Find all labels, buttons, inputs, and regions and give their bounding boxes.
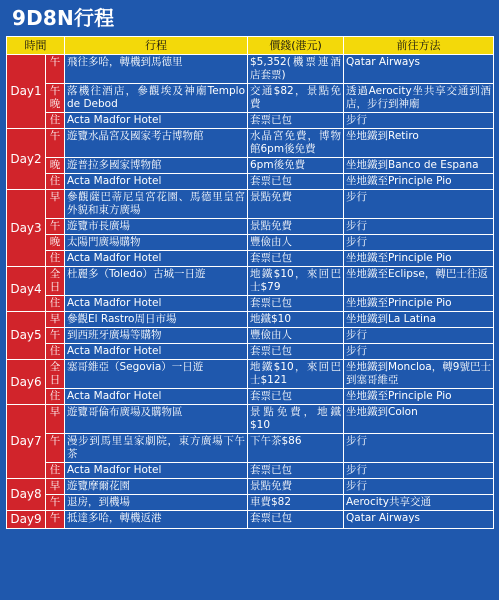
time-slot — [46, 312, 65, 328]
day-label: Day5 — [7, 312, 46, 360]
time-slot — [46, 55, 65, 84]
transport-cell: 透過Aerocity坐共享交通到酒店，步行到神廟 — [344, 84, 494, 113]
itinerary-cell: 杜麗多（Toledo）古城一日遊 — [65, 267, 248, 296]
itinerary-cell: 參觀薩巴蒂尼皇宮花園、馬德里皇宮外貌和東方廣場 — [65, 190, 248, 219]
itinerary-row — [7, 344, 494, 360]
time-slot — [46, 360, 65, 389]
transport-cell: 坐地鐵至Principle Pio — [344, 296, 494, 312]
time-slot-char: 住 — [49, 345, 61, 357]
day-label: Day2 — [7, 129, 46, 190]
transport-cell: 步行 — [344, 463, 494, 479]
transport-cell: 步行 — [344, 235, 494, 251]
price-cell: 套票已包 — [248, 389, 344, 405]
transport-cell: Aerocity共享交通 — [344, 495, 494, 511]
itinerary-cell: Acta Madfor Hotel — [65, 463, 248, 479]
itinerary-row — [7, 495, 494, 511]
time-slot-char: 午 — [49, 496, 61, 508]
price-cell: 交通$82，景點免費 — [248, 84, 344, 113]
time-slot-char: 晚 — [49, 98, 61, 110]
itinerary-row — [7, 405, 494, 434]
price-cell: 景點免費 — [248, 190, 344, 219]
price-cell: 景點免費，地鐵$10 — [248, 405, 344, 434]
itinerary-row — [7, 219, 494, 235]
itinerary-row — [7, 251, 494, 267]
time-slot-char: 住 — [49, 114, 61, 126]
price-cell: 地鐵$10 — [248, 312, 344, 328]
time-slot — [46, 113, 65, 129]
transport-cell: 坐地鐵至Principle Pio — [344, 389, 494, 405]
itinerary-cell: 塞哥維亞（Segovia）一日遊 — [65, 360, 248, 389]
itinerary-cell: 退房，到機場 — [65, 495, 248, 511]
itinerary-row — [7, 360, 494, 389]
price-cell: 水晶宮免費，博物館6pm後免費 — [248, 129, 344, 158]
time-slot-char: 住 — [49, 252, 61, 264]
price-cell: 車費$82 — [248, 495, 344, 511]
itinerary-row — [7, 389, 494, 405]
itinerary-row — [7, 113, 494, 129]
itinerary-row — [7, 312, 494, 328]
transport-cell: 步行 — [344, 479, 494, 495]
itinerary-row — [7, 235, 494, 251]
itinerary-row — [7, 174, 494, 190]
time-slot-char: 全 — [49, 361, 61, 373]
time-slot — [46, 158, 65, 174]
itinerary-row — [7, 463, 494, 479]
time-slot — [46, 235, 65, 251]
price-cell: $5,352(機票連酒店套票) — [248, 55, 344, 84]
itinerary-cell: Acta Madfor Hotel — [65, 389, 248, 405]
time-slot — [46, 434, 65, 463]
time-slot-char: 午 — [49, 329, 61, 341]
day-label: Day4 — [7, 267, 46, 312]
time-slot — [46, 328, 65, 344]
price-cell: 景點免費 — [248, 479, 344, 495]
page-title: 9D8N行程 — [12, 6, 115, 30]
time-slot-char: 全 — [49, 268, 61, 280]
itinerary-cell: 參觀El Rastro周日市場 — [65, 312, 248, 328]
header-price: 價錢(港元) — [248, 37, 344, 55]
time-slot — [46, 129, 65, 158]
time-slot — [46, 463, 65, 479]
price-cell: 地鐵$10，來回巴士$121 — [248, 360, 344, 389]
transport-cell: 步行 — [344, 113, 494, 129]
day-label: Day1 — [7, 55, 46, 129]
day-label: Day3 — [7, 190, 46, 267]
itinerary-row — [7, 55, 494, 84]
price-cell: 套票已包 — [248, 174, 344, 190]
itinerary-cell: Acta Madfor Hotel — [65, 344, 248, 360]
time-slot-char: 早 — [49, 406, 61, 418]
itinerary-cell: 太陽門廣場購物 — [65, 235, 248, 251]
transport-cell: Qatar Airways — [344, 511, 494, 529]
transport-cell: 坐地鐵到Moncloa，轉9號巴士到塞哥維亞 — [344, 360, 494, 389]
time-slot-char: 午 — [49, 512, 61, 524]
itinerary-cell: 飛往多哈，轉機到馬德里 — [65, 55, 248, 84]
transport-cell: 坐地鐵到Colon — [344, 405, 494, 434]
header-time: 時間 — [7, 37, 65, 55]
time-slot-char: 住 — [49, 175, 61, 187]
transport-cell: 坐地鐵到Banco de Espana — [344, 158, 494, 174]
time-slot — [46, 219, 65, 235]
transport-cell: 步行 — [344, 219, 494, 235]
price-cell: 套票已包 — [248, 511, 344, 529]
time-slot-char: 住 — [49, 297, 61, 309]
itinerary-cell: 遊覽市長廣場 — [65, 219, 248, 235]
transport-cell: 步行 — [344, 190, 494, 219]
itinerary-row — [7, 84, 494, 113]
itinerary-row — [7, 296, 494, 312]
itinerary-cell: Acta Madfor Hotel — [65, 174, 248, 190]
time-slot-char: 午 — [49, 220, 61, 232]
itinerary-cell: 到西班牙廣場等購物 — [65, 328, 248, 344]
price-cell: 套票已包 — [248, 296, 344, 312]
transport-cell: 步行 — [344, 344, 494, 360]
time-slot — [46, 174, 65, 190]
itinerary-cell: 遊覽哥倫布廣場及購物區 — [65, 405, 248, 434]
time-slot — [46, 267, 65, 296]
itinerary-cell: Acta Madfor Hotel — [65, 251, 248, 267]
time-slot-char: 住 — [49, 464, 61, 476]
itinerary-row — [7, 267, 494, 296]
time-slot-char: 午 — [49, 56, 61, 68]
price-cell: 豐儉由人 — [248, 235, 344, 251]
time-slot — [46, 511, 65, 529]
time-slot-char: 日 — [49, 374, 61, 386]
time-slot — [46, 190, 65, 219]
transport-cell: 坐地鐵至Principle Pio — [344, 174, 494, 190]
itinerary-cell: Acta Madfor Hotel — [65, 296, 248, 312]
header-transport: 前往方法 — [344, 37, 494, 55]
itinerary-cell: 遊覽摩爾花園 — [65, 479, 248, 495]
transport-cell: 坐地鐵到Retiro — [344, 129, 494, 158]
itinerary-row — [7, 129, 494, 158]
time-slot-char: 早 — [49, 480, 61, 492]
price-cell: 景點免費 — [248, 219, 344, 235]
time-slot-char: 早 — [49, 191, 61, 203]
day-label: Day7 — [7, 405, 46, 479]
day-label: Day9 — [7, 511, 46, 529]
transport-cell: Qatar Airways — [344, 55, 494, 84]
price-cell: 套票已包 — [248, 251, 344, 267]
price-cell: 6pm後免費 — [248, 158, 344, 174]
itinerary-row — [7, 434, 494, 463]
transport-cell: 步行 — [344, 434, 494, 463]
itinerary-row — [7, 479, 494, 495]
day-label: Day6 — [7, 360, 46, 405]
header-row — [7, 37, 494, 55]
transport-cell: 步行 — [344, 328, 494, 344]
itinerary-cell: Acta Madfor Hotel — [65, 113, 248, 129]
time-slot-char: 早 — [49, 313, 61, 325]
time-slot — [46, 296, 65, 312]
day-label: Day8 — [7, 479, 46, 511]
header-itinerary: 行程 — [65, 37, 248, 55]
time-slot-char: 晚 — [49, 236, 61, 248]
time-slot-char: 午 — [49, 130, 61, 142]
time-slot — [46, 405, 65, 434]
time-slot-char: 午 — [49, 85, 61, 97]
itinerary-cell: 抵達多哈，轉機返港 — [65, 511, 248, 529]
price-cell: 套票已包 — [248, 463, 344, 479]
itinerary-table — [6, 36, 494, 529]
transport-cell: 坐地鐵至Eclipse，轉巴士往返 — [344, 267, 494, 296]
time-slot — [46, 495, 65, 511]
itinerary-row — [7, 511, 494, 529]
transport-cell: 坐地鐵到La Latina — [344, 312, 494, 328]
time-slot — [46, 84, 65, 113]
time-slot — [46, 389, 65, 405]
price-cell: 地鐵$10，來回巴士$79 — [248, 267, 344, 296]
time-slot-char: 晚 — [49, 159, 61, 171]
time-slot — [46, 251, 65, 267]
transport-cell: 坐地鐵至Principle Pio — [344, 251, 494, 267]
price-cell: 下午茶$86 — [248, 434, 344, 463]
price-cell: 豐儉由人 — [248, 328, 344, 344]
itinerary-cell: 遊普拉多國家博物館 — [65, 158, 248, 174]
itinerary-cell: 遊覽水晶宮及國家考古博物館 — [65, 129, 248, 158]
time-slot — [46, 344, 65, 360]
itinerary-row — [7, 328, 494, 344]
price-cell: 套票已包 — [248, 344, 344, 360]
time-slot-char: 住 — [49, 390, 61, 402]
itinerary-row — [7, 158, 494, 174]
price-cell: 套票已包 — [248, 113, 344, 129]
time-slot — [46, 479, 65, 495]
time-slot-char: 日 — [49, 281, 61, 293]
itinerary-row — [7, 190, 494, 219]
itinerary-cell: 漫步到馬里皇家劇院，東方廣場下午茶 — [65, 434, 248, 463]
itinerary-cell: 落機往酒店，參觀埃及神廟Templo de Debod — [65, 84, 248, 113]
time-slot-char: 午 — [49, 435, 61, 447]
